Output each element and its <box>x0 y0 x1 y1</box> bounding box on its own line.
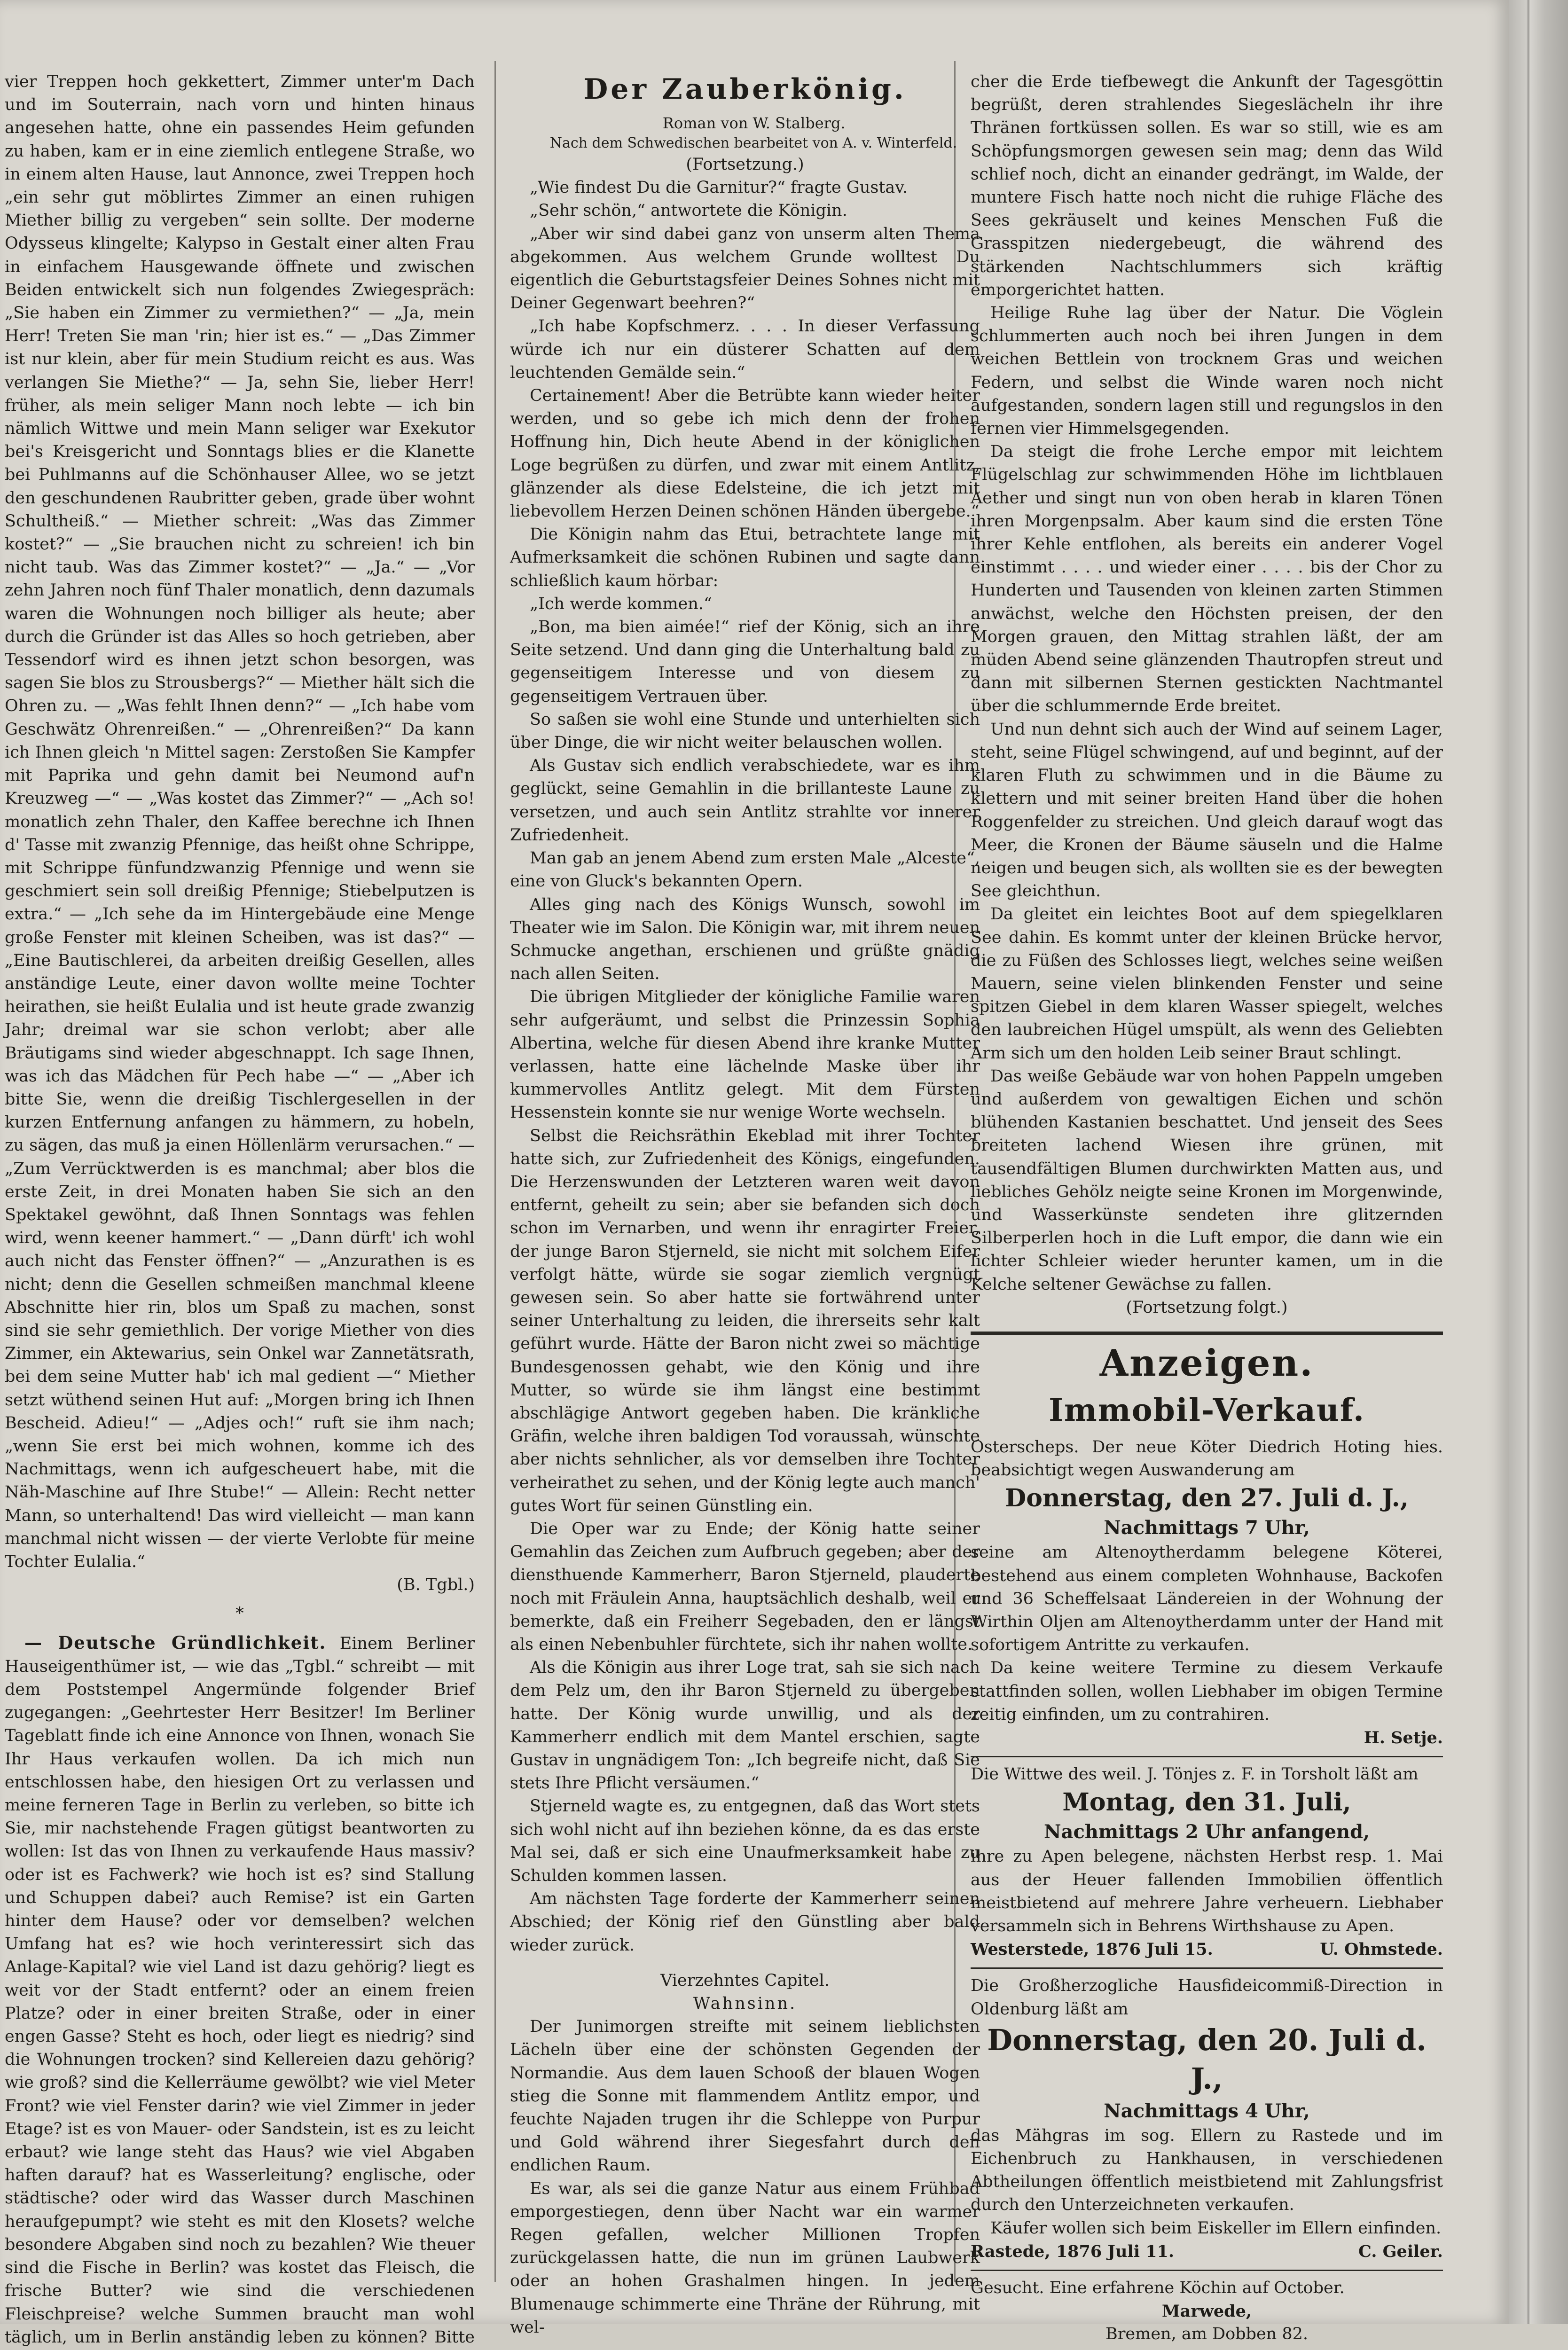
paragraph: cher die Erde tiefbewegt die Ankunft der Tagesgöttin begrüßt, deren strahlendes Siegeslächeln ihr ihre Thränen fortküssen sollen. Es war so still, wie es am Schöpfungsmorgen gewesen sein mag; denn das Wild schlief noch, dicht an einander gedrängt, im Walde, der muntere Fisch hatte noch nicht die ruhige Fläche des Sees gekräuselt und keines Menschen Fuß die Grasspitzen niedergebeugt, die während des stärkenden Nachtschlummers sich kräftig emporgerichtet hatten. <box>971 72 1443 299</box>
paragraph: Stjerneld wagte es, zu entgegnen, daß das Wort stets sich wohl nicht auf ihn beziehen könne, da es das erste Mal sei, daß er sich eine Unaufmerksamkeit habe zu Schulden kommen lassen. <box>510 1797 980 1886</box>
ad-text: Da keine weitere Termine zu diesem Verkaufe stattfinden sollen, wollen Liebhaber im obigen Termine zeitig einfinden, um zu contrahiren. <box>971 1659 1443 1724</box>
paragraph: „Wie findest Du die Garnitur?“ fragte Gustav. <box>530 178 908 197</box>
ad-signature: H. Setje. <box>1364 1728 1443 1747</box>
paragraph: Am nächsten Tage forderte der Kammerherr seinen Abschied; der König rief den Günstling aber bald wieder zurück. <box>510 1889 980 1955</box>
ad-date: Donnerstag, den 20. Juli d. J., <box>987 2022 1427 2096</box>
ad-footer <box>971 2240 1443 2263</box>
ad-rule <box>971 2270 1443 2271</box>
paragraph: Die Oper war zu Ende; der König hatte seiner Gemahlin das Zeichen zum Aufbruch gegeben; aber der diensthuende Kammerherr, Baron Stjerneld, plauderte noch mit Fräulein Anna, hauptsächlich deshalb, weil er bemerkte, daß ein Freiherr Segebaden, den er längst als einen Nebenbuhler fürchtete, sich ihr nahen wollte. <box>510 1519 980 1654</box>
ad-text: Osterscheps. Der neue Köter Diedrich Hoting hies. beabsichtigt wegen Auswanderung am <box>971 1437 1443 1480</box>
paragraph: Der Junimorgen streifte mit seinem lieblichsten Lächeln über eine der schönsten Gegenden der Normandie. Aus dem lauen Schooß der blauen Wogen stieg die Sonne mit flammendem Antlitz empor, und feuchte Najaden trugen ihr die Schleppe von Purpur und Gold während ihrer Siegesfahrt durch den endlichen Raum. <box>510 2017 980 2175</box>
paragraph: Heilige Ruhe lag über der Natur. Die Vöglein schlummerten auch noch bei ihren Jungen in dem weichen Bettlein von trocknem Gras und weichen Federn, und selbst die Winde waren noch nicht aufgestanden, sondern lagen still und regungslos in den fernen vier Himmelsgegenden. <box>971 304 1443 439</box>
paragraph: Alles ging nach des Königs Wunsch, sowohl im Theater wie im Salon. Die Königin war, mit ihrem neuen Schmucke angethan, erschienen und grüßte gnädig nach allen Seiten. <box>510 895 980 984</box>
paragraph: Selbst die Reichsräthin Ekeblad mit ihrer Tochter hatte sich, zur Zufriedenheit des Königs, eingefunden. Die Herzenswunden der Letzteren waren weit davon entfernt, geheilt zu sein; aber sie befanden sich doch schon im Vernarben, und wenn ihr enragirter Freier, der junge Baron Stjerneld, sie nicht mit solchem Eifer verfolgt hätte, würde sie sogar ziemlich vergnügt gewesen sein. So aber hatte sie fortwährend unter seiner Unterhaltung zu leiden, die ihrerseits sehr kalt geführt wurde. Hätte der Baron nicht zwei so mächtige Bundesgenossen gehabt, wie den König und ihre Mutter, so würde sie ihm längst eine bestimmt abschlägige Antwort gegeben haben. Die kränkliche Gräfin, welche ihren baldigen Tod voraussah, wünschte aber nichts sehnlicher, als vor demselben ihre Tochter verheirathet zu sehen, und der König legte auch manch' gutes Wort für seinen Günstling ein. <box>510 1126 980 1515</box>
ad-date: Montag, den 31. Juli, <box>1062 1788 1351 1817</box>
paragraph: Das weiße Gebäude war von hohen Pappeln umgeben und außerdem von gewaltigen Eichen und schön blühenden Kastanien beschattet. Und jenseit des Sees breiteten lachend Wiesen ihre grünen, mit tausendfältigen Blumen durchwirkten Matten aus, und liebliches Gehölz neigte seine Kronen im Morgenwinde, und Wasserkünste sendeten ihre glitzernden Silberperlen hoch in die Luft empor, die dann wie ein lichter Schleier wieder herunter kamen, um in die Kelche seltener Gewächse zu fallen. <box>971 1066 1443 1294</box>
ad-immobil-verkauf <box>971 1389 1443 1749</box>
column-middle <box>510 56 980 2337</box>
ad-montag <box>971 1763 1443 1961</box>
column-rule <box>494 61 496 2282</box>
novel-author: Roman von W. Stalberg. <box>662 114 846 132</box>
paragraph: Die übrigen Mitglieder der königliche Familie waren sehr aufgeräumt, und selbst die Prinzessin Sophia Albertina, welche für diesen Abend ihre kranke Mutter verlassen, hatte eine lächelnde Maske über ihr kummervolles Antlitz gelegt. Mit dem Fürsten Hessenstein konnte sie nur wenige Worte wechseln. <box>510 987 980 1122</box>
ad-time: Nachmittags 7 Uhr, <box>1104 1517 1310 1539</box>
ad-time: Nachmittags 2 Uhr anfangend, <box>1043 1821 1370 1843</box>
ad-address: Bremen, am Dobben 82. <box>1105 2325 1309 2344</box>
ad-place-date: Westerstede, 1876 Juli 15. <box>971 1940 1213 1959</box>
paragraph: Die Königin nahm das Etui, betrachtete lange mit Aufmerksamkeit die schönen Rubinen und sagte dann schließlich kaum hörbar: <box>510 525 980 590</box>
paragraph: Und nun dehnt sich auch der Wind auf seinem Lager, steht, seine Flügel schwingend, auf und beginnt, auf der klaren Fluth zu schwimmen und in die Bäume zu klettern und mit seiner breiten Hand über die hohen Roggenfelder zu streichen. Und gleich darauf wogt das Meer, die Kronen der Bäume säuseln und die Halme neigen und beugen sich, als wollten sie es der bewegten See gleichthun. <box>971 720 1443 901</box>
paragraph: Man gab an jenem Abend zum ersten Male „Alceste“, eine von Gluck's bekannten Opern. <box>510 849 980 891</box>
paragraph: „Ich habe Kopfschmerz. . . . In dieser Verfassung würde ich nur ein düsterer Schatten auf dem leuchtenden Gemälde sein.“ <box>510 317 980 382</box>
ad-rule <box>971 1967 1443 1969</box>
paragraph: So saßen sie wohl eine Stunde und unterhielten sich über Dinge, die wir nicht weiter belauschen wollen. <box>510 710 980 752</box>
ad-text: seine am Altenoytherdamm belegene Köterei, bestehend aus einem completen Wohnhause, Backofen und 36 Scheffelsaat Ländereien in der Wohnung der Wirthin Oljen am Altenoytherdamm unter der Hand mit sofortigem Antritte zu verkaufen. <box>971 1543 1443 1655</box>
paragraph: Certainement! Aber die Betrübte kann wieder heiter werden, und so gebe ich mich denn der frohen Hoffnung hin, Dich heute Abend in der königlichen Loge begrüßen zu dürfen, und zwar mit einem Antlitz, glänzender als diese Edelsteine, die ich jetzt mit liebevollem Herzen Deinen schönen Händen übergebe.“ <box>510 386 980 521</box>
ad-text: Gesucht. Eine erfahrene Köchin auf October. <box>971 2279 1345 2298</box>
chapter-title: Wahnsinn. <box>693 1994 797 2013</box>
ad-text: das Mähgras im sog. Ellern zu Rastede und im Eichenbruch zu Hankhausen, in verschiedenen Abtheilungen öffentlich meistbietend mit Zahlungsfrist durch den Unterzeichneten verkaufen. <box>971 2126 1443 2215</box>
ad-title: Immobil-Verkauf. <box>1049 1391 1365 1428</box>
novel-translator: Nach dem Schwedischen bearbeitet von A. v. Winterfeld. <box>549 135 957 151</box>
paragraph: „Sehr schön,“ antwortete die Königin. <box>530 201 847 220</box>
ad-time: Nachmittags 4 Uhr, <box>1104 2099 1310 2122</box>
section-separator: * <box>235 1604 244 1623</box>
ad-rule <box>971 1756 1443 1757</box>
column-left <box>5 70 475 2347</box>
section-title: — Deutsche Gründlichkeit. <box>24 1632 327 1653</box>
ad-text: Die Großherzogliche Hausfideicommiß-Direction in Oldenburg läßt am <box>971 1976 1443 2019</box>
ad-text: ihre zu Apen belegene, nächsten Herbst resp. 1. Mai aus der Heuer fallenden Immobilien öffentlich meistbietend auf mehrere Jahre verheuern. Liebhaber versammeln sich in Behrens Wirthshause zu Apen. <box>971 1847 1443 1936</box>
paragraph: Da gleitet ein leichtes Boot auf dem spiegelklaren See dahin. Es kommt unter der kleinen Brücke hervor, die zu Füßen des Schlosses liegt, welches seine weißen Mauern, seine vielen blinkenden Fenster und seine spitzen Giebel in dem klaren Wasser spiegelt, welches den laubreichen Hügel umspült, als wenn des Geliebten Arm sich um den holden Leib seiner Braut schlingt. <box>971 905 1443 1063</box>
ad-signature: Marwede, <box>1161 2302 1252 2321</box>
ad-gesucht <box>971 2277 1443 2346</box>
ad-text: Die Wittwe des weil. J. Tönjes z. F. in Torsholt läßt am <box>971 1765 1419 1784</box>
paragraph: „Ich werde kommen.“ <box>530 594 712 613</box>
article-deutsche-gruendlichkeit <box>5 1631 475 2350</box>
ad-footer <box>971 1938 1443 1961</box>
paragraph: „Aber wir sind dabei ganz von unserm alten Thema abgekommen. Aus welchem Grunde wolltest Du eigentlich die Geburtstagsfeier Deines Sohnes nicht mit Deiner Gegenwart beehren?“ <box>510 224 980 313</box>
column-right <box>971 70 1443 2344</box>
ad-place-date: Rastede, 1876 Juli 11. <box>971 2241 1175 2261</box>
ad-text: Käufer wollen sich beim Eiskeller im Ellern einfinden. <box>990 2218 1442 2238</box>
novel-title: Der Zauberkönig. <box>583 73 907 106</box>
paragraph: „Bon, ma bien aimée!“ rief der König, sich an ihre Seite setzend. Und dann ging die Unterhaltung bald zu gegenseitigem Interesse und von diesem zu gegenseitigem Vertrauen über. <box>510 618 980 706</box>
article-body: Einem Berliner Hauseigenthümer ist, — wie das „Tgbl.“ schreibt — mit dem Poststempel Angermünde folgender Brief zugegangen: „Geehrtester Herr Besitzer! Im Berliner Tageblatt finde ich eine Annonce von Ihnen, wonach Sie Ihr Haus verkaufen wollen. Da ich mich nun entschlossen habe, den hiesigen Ort zu verlassen und meine ferneren Tage in Berlin zu verleben, so bitte ich Sie, mir nachstehende Fragen gütigst beantworten zu wollen: Ist das von Ihnen zu verkaufende Haus massiv? oder ist es Fachwerk? wie hoch ist es? sind Stallung und Schuppen dabei? auch Remise? ist ein Garten hinter dem Hause? oder vor demselben? welchen Umfang hat es? wie hoch verinteressirt sich das Anlage-Kapital? wie viel Land ist dazu gehörig? liegt es weit vor der Stadt entfernt? oder an einem freien Platze? oder in einer breiten Straße, oder in einer engen Gasse? Steht es hoch, oder liegt es niedrig? sind die Wohnungen trocken? sind Kellereien dazu gehörig? wie groß? sind die Kellerräume gewölbt? wie viel Meter Front? wie viel Fenster darin? wie viel Zimmer in jeder Etage? ist es von Mauer- oder Sandstein, ist es zu leicht erbaut? wie lange steht das Haus? wie viel Abgaben haften darauf? hat es Wasserleitung? englische, oder städtische? oder wird das Wasser durch Maschinen heraufgepumpt? wie steht es mit den Klosets? welche besondere Abgaben sind noch zu bezahlen? Wie theuer sind die Fische in Berlin? was kostet das Fleisch, die frische Butter? wie sind die verschiedenen Fleischpreise? welche Summen braucht man wohl täglich, um in Berlin anständig leben zu können? Bitte <box>5 1634 475 2347</box>
ad-donnerstag <box>971 1974 1443 2263</box>
continued-note: (Fortsetzung folgt.) <box>1126 1298 1288 1317</box>
continued-note: (Fortsetzung.) <box>686 155 804 174</box>
ad-signature: C. Geiler. <box>1358 2241 1443 2261</box>
paragraph: Da steigt die frohe Lerche empor mit leichtem Flügelschlag zur schwimmenden Höhe im lichtblauen Aether und singt nun von oben herab in klaren Tönen ihren Morgenpsalm. Aber kaum sind die ersten Töne ihrer Kehle entflohen, als bereits ein anderer Vogel einstimmt . . . . und wieder einer . . . . bis der Chor zu Hunderten und Tausenden von kleinen zarten Stimmen anwächst, welche den Höchsten preisen, der den Morgen grauen, den Mittag strahlen läßt, der am müden Abend seine glänzenden Thautropfen streut und dann mit silbernen Sternen gestickten Nachtmantel über die schlummernde Erde breitet. <box>971 442 1443 716</box>
article-continuation: vier Treppen hoch gekkettert, Zimmer unter'm Dach und im Souterrain, nach vorn und hinten hinaus angesehen hatte, ohne ein passendes Heim gefunden zu haben, kam er in eine ziemlich entlegene Straße, wo in einem alten Hause, laut Annonce, zwei Treppen hoch „ein sehr gut möblirtes Zimmer an einen ruhigen Miether billig zu vergeben“ sein sollte. Der moderne Odysseus klingelte; Kalypso in Gestalt einer alten Frau in einfachem Hausgewande öffnete und zwischen Beiden entwickelt sich nun folgendes Zwiegespräch: „Sie haben ein Zimmer zu vermiethen?“ — „Ja, mein Herr! Treten Sie man 'rin; hier ist es.“ — „Das Zimmer ist nur klein, aber für mein Studium reicht es aus. Was verlangen Sie Miethe?“ — Ja, sehn Sie, lieber Herr! früher, als mein seliger Mann noch lebte — ich bin nämlich Wittwe und mein Mann seliger war Exekutor bei's Kreisgericht und Sonntags blies er die Klanette bei Puhlmanns auf die Schönhauser Allee, wo se jetzt den geschundenen Raubritter geben, grade über wohnt Schultheiß.“ — Miether schreit: „Was das Zimmer kostet?“ — „Sie brauchen nicht zu schreien! ich bin nicht taub. Was das Zimmer kostet?“ — „Ja.“ — „Vor zehn Jahren noch fünf Thaler monatlich, denn dazumals waren die Wohnungen noch billiger als heute; aber durch die Gründer ist das Alles so hoch getrieben, aber Tessendorf wird es ihnen jetzt schon besorgen, was sagen Sie blos zu Strousbergs?“ — Miether hält sich die Ohren zu. — „Was fehlt Ihnen denn?“ — „Ich habe vom Geschwätz Ohrenreißen.“ — „Ohrenreißen?“ Da kann ich Ihnen gleich 'n Mittel sagen: Zerstoßen Sie Kampfer mit Paprika und gehn damit bei Neumond auf'n Kreuzweg —“ — „Was kostet das Zimmer?“ — „Ach so! monatlich zehn Thaler, den Kaffee berechne ich Ihnen d' Tasse mit zwanzig Pfennige, das heißt ohne Schrippe, mit Schrippe fünfundzwanzig Pfennige und wenn sie geschmiert sein soll dreißig Pfennige; Stiebelputzen is extra.“ — „Ich sehe da im Hintergebäude eine Menge große Fenster mit kleinen Scheiben, was ist das?“ — „Eine Bautischlerei, da arbeiten dreißig Gesellen, alles anständige Leute, einer davon wollte meine Tochter heirathen, sie heißt Eulalia und ist heute grade zwanzig Jahr; dreimal war sie schon verlobt; aber alle Bräutigams sind wieder abgeschnappt. Ich sage Ihnen, was ich das Mädchen für Pech habe —“ — „Aber ich bitte Sie, wenn die dreißig Tischlergesellen in der kurzen Entfernung anfangen zu hämmern, zu hobeln, zu sägen, das muß ja einen Höllenlärm verursachen.“ — „Zum Verrücktwerden is es manchmal; aber blos die erste Zeit, in drei Monaten haben Sie sich an den Spektakel gewöhnt, daß Ihnen Sonntags was fehlen wird, wenn keener hammert.“ — „Dann dürft' ich wohl auch nicht das Fenster öffnen?“ — „Anzurathen is es nicht; denn die Gesellen schmeißen manchmal kleene Abschnitte hier rin, blos um Spaß zu machen, sonst sind sie sehr gemiethlich. Der vorige Miether von dies Zimmer, ein Aktewarius, sein Onkel war Zannetätsrath, bei dem seine Mutter hab' ich mal gedient —“ Miether setzt wüthend seinen Hut auf: „Morgen bring ich Ihnen Bescheid. Adieu!“ — „Adjes och!“ ruft sie ihm nach; „wenn Sie erst bei mich wohnen, komme ich des Nachmittags, wenn ich aufgescheuert habe, mit die Näh-Maschine auf Ihre Stube!“ — Allein: Recht netter Mann, so unterhaltend! Das wird vielleicht — man kann manchmal nicht wissen — der vierte Verlobte für meine Tochter Eulalia.“ <box>5 72 475 1571</box>
paragraph: Es war, als sei die ganze Natur aus einem Frühbad emporgestiegen, denn über Nacht war ein warmer Regen gefallen, welcher Millionen Tropfen zurückgelassen hatte, die nun im grünen Laubwerk oder an hohen Grashalmen hingen. In jedem Blumenauge schimmerte eine Thräne der Rührung, mit wel- <box>510 2179 980 2337</box>
paragraph: Als die Königin aus ihrer Loge trat, sah sie sich nach dem Pelz um, den ihr Baron Stjerneld zu übergeben hatte. Der König wurde unwillig, und als der Kammerherr endlich mit dem Mantel erschien, sagte Gustav in ungnädigem Ton: „Ich begreife nicht, daß Sie stets Ihre Pflicht versäumen.“ <box>510 1658 980 1793</box>
ads-heading: Anzeigen. <box>1099 1341 1314 1385</box>
ad-signature: U. Ohmstede. <box>1320 1940 1443 1959</box>
source-note: (B. Tgbl.) <box>397 1575 475 1595</box>
section-rule <box>971 1332 1443 1335</box>
chapter-number: Vierzehntes Capitel. <box>660 1971 830 1990</box>
ad-date: Donnerstag, den 27. Juli d. J., <box>1005 1484 1409 1513</box>
paragraph: Als Gustav sich endlich verabschiedete, war es ihm geglückt, seine Gemahlin in die brillanteste Laune zu versetzen, und auch sein Antlitz strahlte vor innerer Zufriedenheit. <box>510 756 980 845</box>
book-page-edge <box>1509 0 1568 2324</box>
